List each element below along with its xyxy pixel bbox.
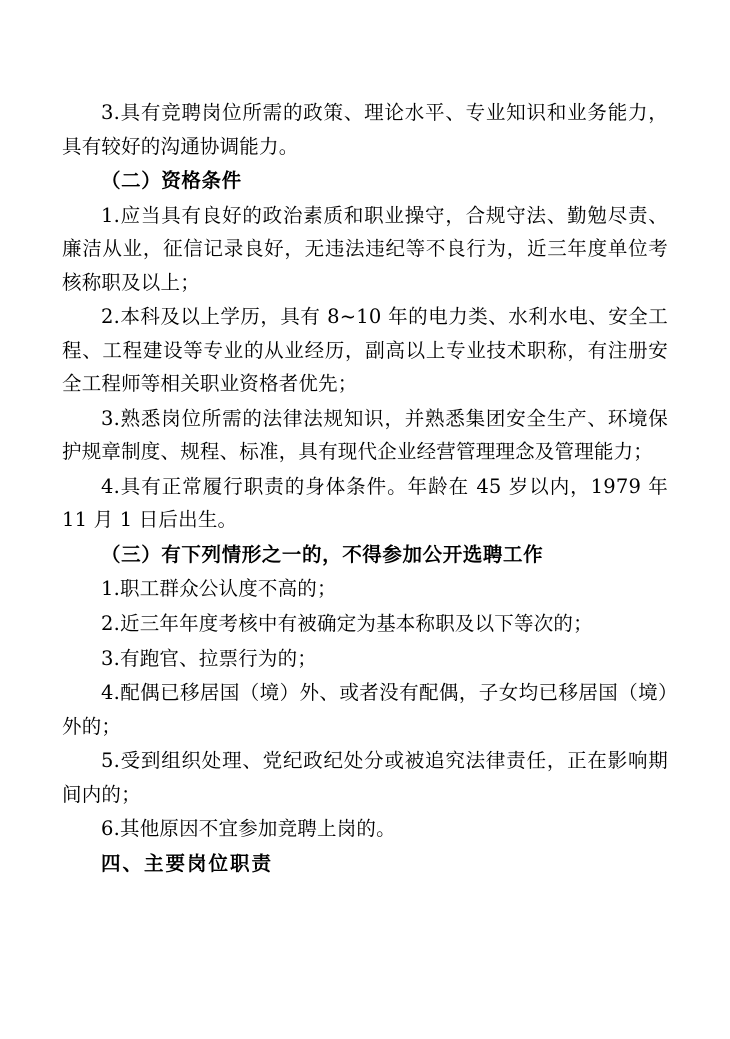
heading-section-3-disqualifications: （三）有下列情形之一的，不得参加公开选聘工作 xyxy=(101,542,544,566)
paragraph-item-3-competency: 3.具有竞聘岗位所需的政策、理论水平、专业知识和业务能力，具有较好的沟通协调能力。 xyxy=(62,101,668,158)
paragraph-dq-item-2: 2.近三年年度考核中有被确定为基本称职及以下等次的； xyxy=(101,611,593,635)
paragraph-item-3-laws-regulations: 3.熟悉岗位所需的法律法规知识，并熟悉集团安全生产、环境保护规章制度、规程、标准，具有现代企业经营管理理念及管理能力； xyxy=(62,406,668,464)
heading-section-4-main-duties: 四、主要岗位职责 xyxy=(101,851,274,875)
paragraph-item-2-education-experience: 2.本科及以上学历，具有 8~10 年的电力类、水利水电、安全工程、工程建设等专业的从业经历，副高以上专业技术职称，有注册安全工程师等相关职业资格者优先； xyxy=(62,305,668,396)
paragraph-dq-item-4: 4.配偶已移居国（境）外、或者没有配偶，子女均已移居国（境）外的； xyxy=(62,681,668,738)
document-body xyxy=(62,96,668,880)
paragraph-dq-item-6: 6.其他原因不宜参加竞聘上岗的。 xyxy=(101,817,396,841)
paragraph-item-1-political-quality: 1.应当具有良好的政治素质和职业操守，合规守法、勤勉尽责、廉洁从业，征信记录良好，无违法违纪等不良行为，近三年度单位考核称职及以上； xyxy=(62,203,668,294)
paragraph-dq-item-3: 3.有跑官、拉票行为的； xyxy=(101,646,318,670)
paragraph-dq-item-1: 1.职工群众公认度不高的； xyxy=(101,577,337,601)
heading-section-2-qualifications: （二）资格条件 xyxy=(101,169,242,193)
paragraph-dq-item-5: 5.受到组织处理、党纪政纪处分或被追究法律责任，正在影响期间内的； xyxy=(62,749,668,806)
paragraph-item-4-physical-age: 4.具有正常履行职责的身体条件。年龄在 45 岁以内，1979 年 11 月 1 日后出生。 xyxy=(62,474,668,532)
